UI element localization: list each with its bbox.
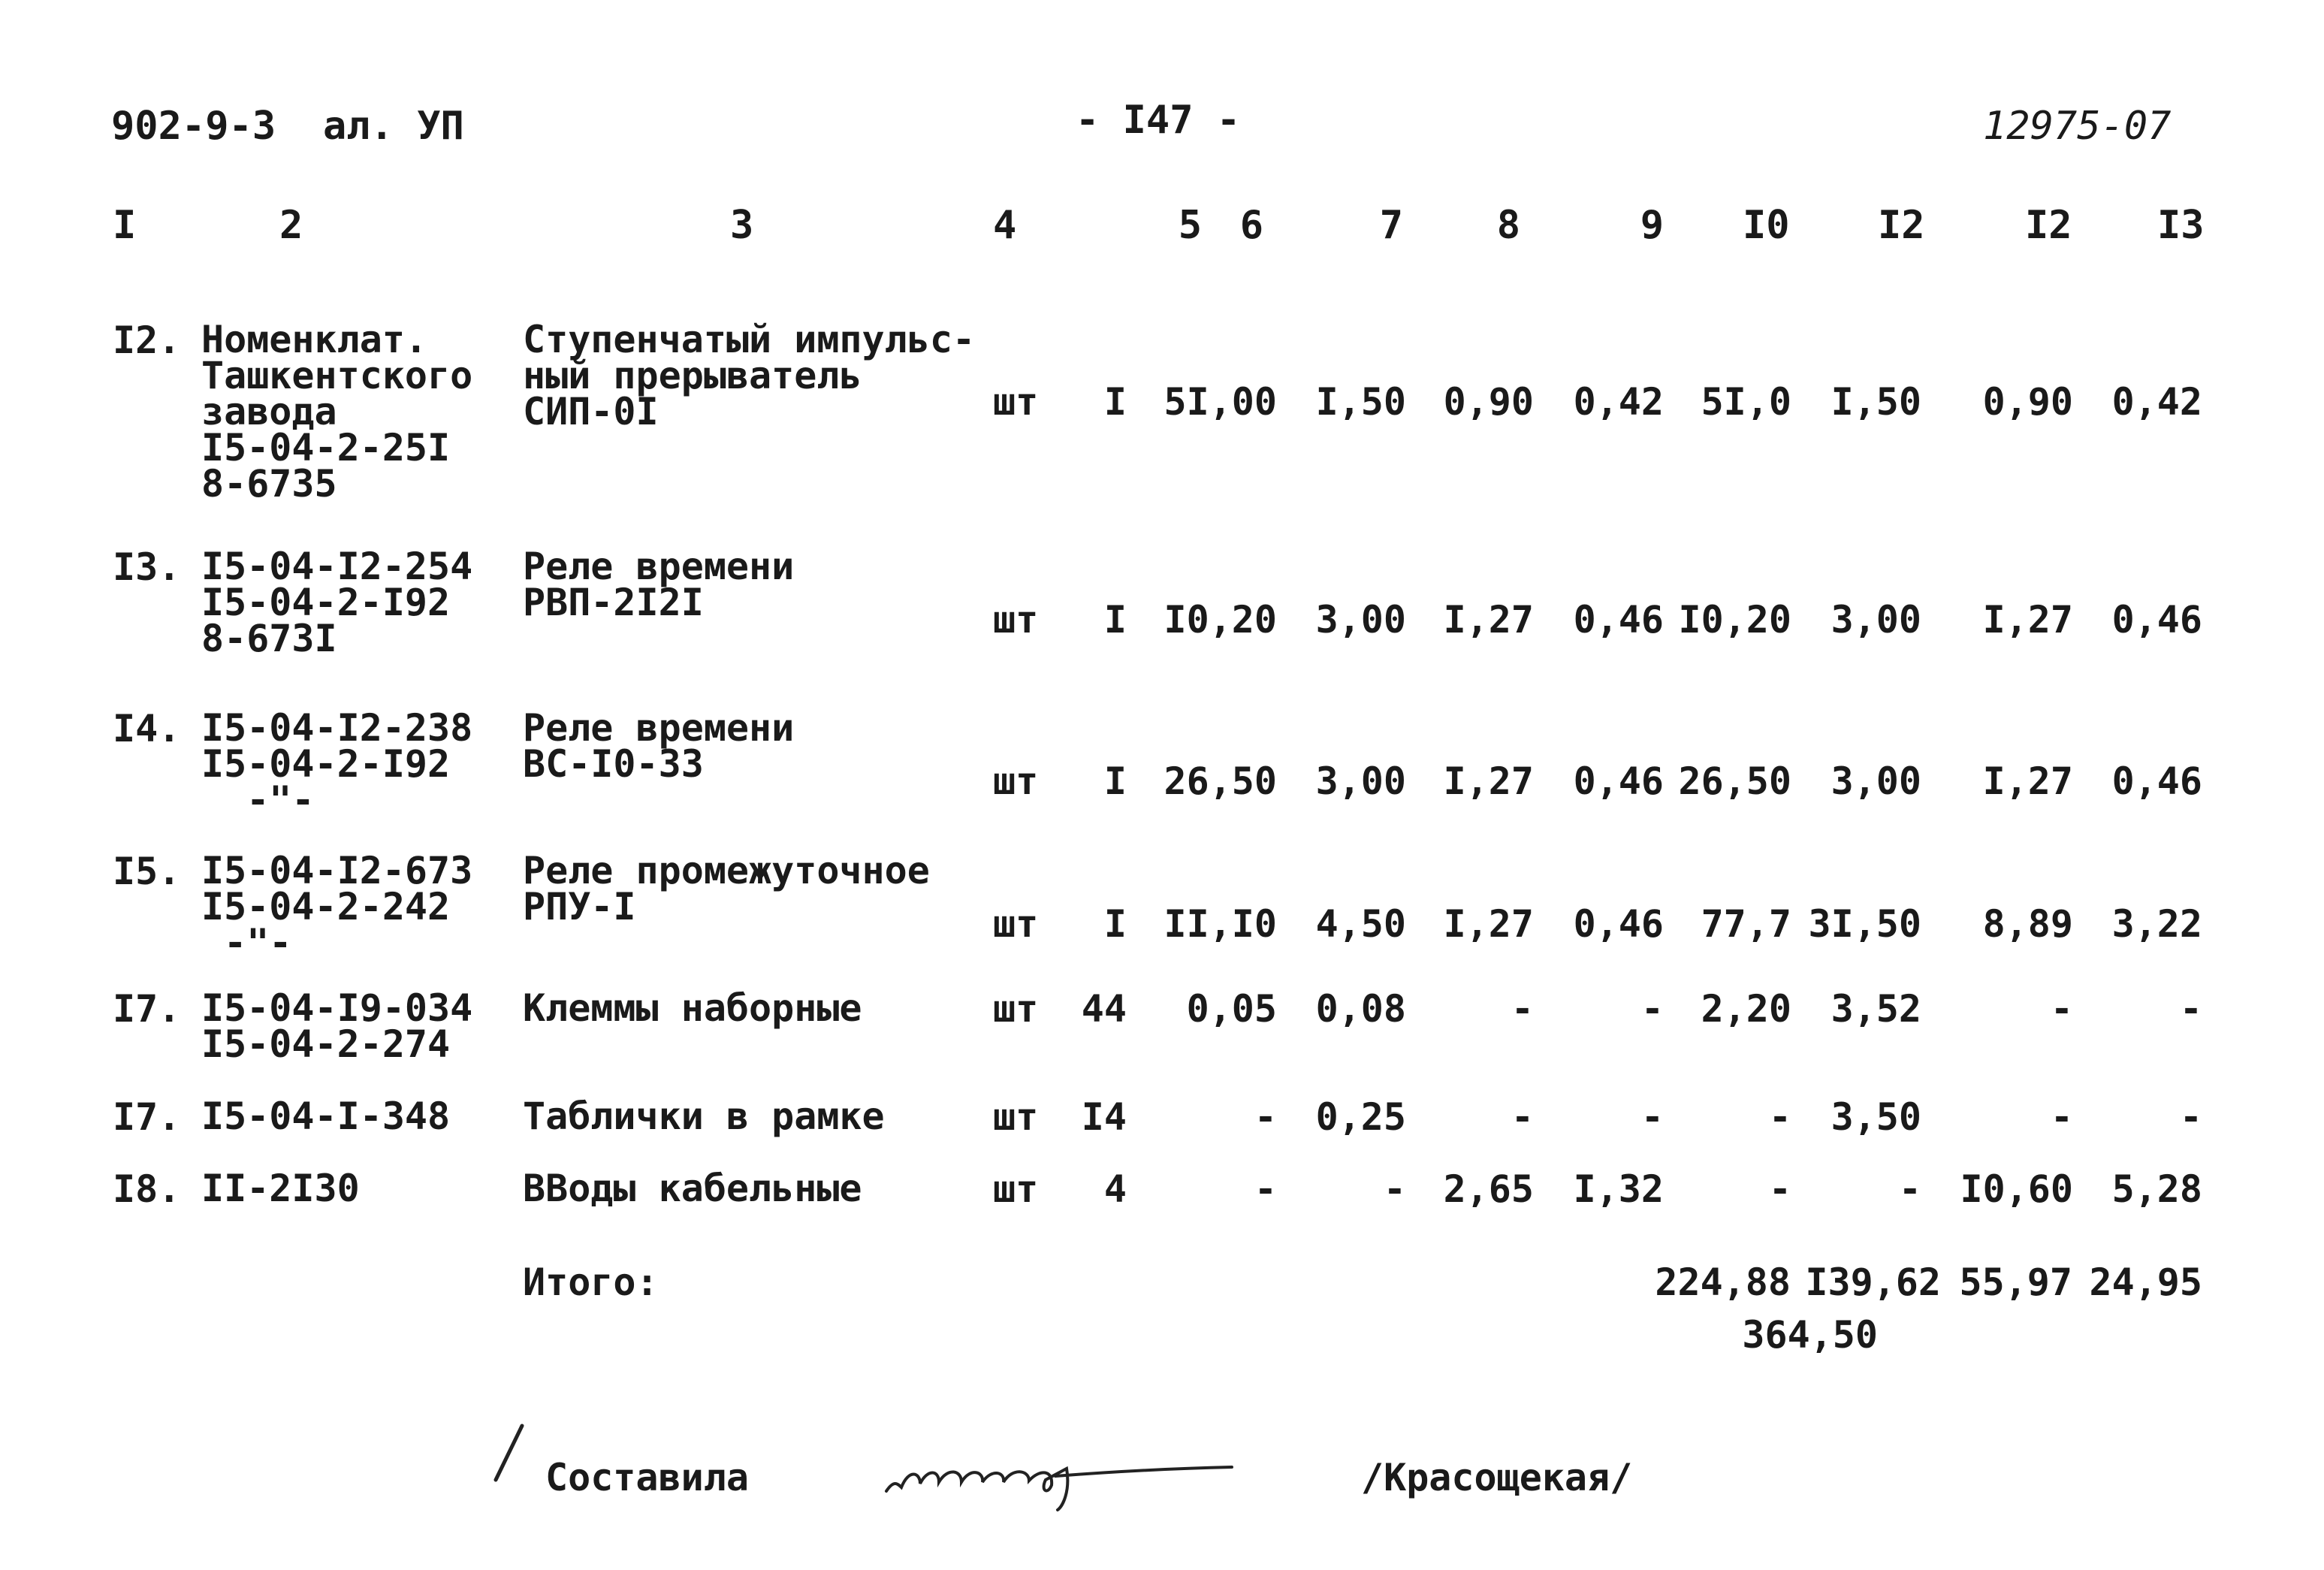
row-value-c8: I,27 [1443, 759, 1534, 803]
column-header: I2 [2025, 203, 2072, 248]
row-code: I5-04-I2-673 I5-04-2-242 -"- [201, 849, 473, 965]
row-value-c11: 3,52 [1831, 987, 1921, 1031]
row-value-c9: 0,46 [1573, 598, 1664, 642]
row-number: I2. [113, 319, 181, 362]
row-value-c12: I0,60 [1960, 1167, 2073, 1211]
row-value-c6: I0,20 [1164, 598, 1277, 642]
row-number: I7. [113, 987, 181, 1031]
row-unit: шт [993, 380, 1039, 424]
row-value-c10: I0,20 [1678, 598, 1791, 642]
total-col10: 224,88 [1655, 1261, 1791, 1304]
row-value-c10: - [1768, 1095, 1791, 1139]
row-value-c10: 77,7 [1701, 902, 1791, 946]
column-header: I0 [1743, 203, 1790, 248]
row-name: ВВоды кабельные [523, 1167, 862, 1210]
row-value-c6: - [1254, 1095, 1277, 1139]
row-value-qty: I [1103, 759, 1127, 803]
row-value-c8: 2,65 [1443, 1167, 1534, 1211]
row-value-qty: I4 [1081, 1095, 1127, 1139]
row-name: Реле времени РВП-2I2I [523, 545, 795, 624]
row-value-c12: I,27 [1982, 598, 2073, 642]
row-value-c8: 0,90 [1443, 380, 1534, 424]
row-value-c11: 3I,50 [1808, 902, 1921, 946]
row-value-c9: - [1640, 987, 1664, 1031]
column-header: 8 [1496, 203, 1520, 248]
row-value-qty: I [1103, 380, 1127, 424]
row-code: I5-04-I-348 [201, 1094, 451, 1138]
row-value-c13: 3,22 [2111, 902, 2202, 946]
row-value-c13: - [2179, 1095, 2202, 1139]
row-value-c13: 5,28 [2111, 1167, 2202, 1211]
row-value-c13: 0,46 [2111, 759, 2202, 803]
row-number: I8. [113, 1167, 181, 1211]
row-value-c12: - [2050, 987, 2073, 1031]
row-value-c11: 3,50 [1831, 1095, 1921, 1139]
row-unit: шт [993, 902, 1039, 946]
row-value-c9: I,32 [1573, 1167, 1664, 1211]
row-number: I4. [113, 707, 181, 750]
row-value-c7: - [1383, 1167, 1406, 1211]
row-value-c8: I,27 [1443, 598, 1534, 642]
row-value-c7: I,50 [1315, 380, 1406, 424]
row-number: I3. [113, 545, 181, 589]
sheet-label: ал. УП [323, 104, 464, 149]
row-value-c6: 5I,00 [1164, 380, 1277, 424]
row-code: I5-04-I9-034 I5-04-2-274 [201, 986, 473, 1066]
row-value-c6: - [1254, 1167, 1277, 1211]
column-header: 4 [993, 203, 1017, 248]
row-value-c9: 0,42 [1573, 380, 1664, 424]
page-number: - I47 - [1076, 98, 1241, 143]
row-value-qty: 4 [1103, 1167, 1127, 1211]
doc-code: 902-9-3 [111, 104, 276, 149]
column-header: I [113, 203, 137, 248]
total-col11: I39,62 [1805, 1261, 1941, 1304]
row-unit: шт [993, 1167, 1039, 1211]
column-header: I3 [2157, 203, 2205, 248]
row-value-qty: I [1103, 902, 1127, 946]
row-value-c10: - [1768, 1167, 1791, 1211]
row-value-c10: 2,20 [1701, 987, 1791, 1031]
row-value-qty: I [1103, 598, 1127, 642]
row-unit: шт [993, 759, 1039, 803]
doc-number: 12975-07 [1983, 104, 2172, 149]
row-value-c7: 4,50 [1315, 902, 1406, 946]
total-col13: 24,95 [2089, 1261, 2202, 1304]
signature [879, 1439, 1239, 1514]
row-name: Реле времени ВС-I0-33 [523, 706, 795, 786]
row-value-c11: 3,00 [1831, 598, 1921, 642]
row-value-c13: 0,46 [2111, 598, 2202, 642]
row-value-c12: I,27 [1982, 759, 2073, 803]
row-value-c7: 0,08 [1315, 987, 1406, 1031]
total-label: Итого: [523, 1261, 659, 1304]
row-value-c9: - [1640, 1095, 1664, 1139]
row-value-c7: 3,00 [1315, 598, 1406, 642]
row-value-c7: 3,00 [1315, 759, 1406, 803]
compiled-label: Составила [545, 1456, 749, 1499]
row-value-c8: - [1511, 1095, 1534, 1139]
row-number: I7. [113, 1095, 181, 1139]
column-header: 7 [1379, 203, 1403, 248]
compiler-name: /Красощекая/ [1361, 1456, 1633, 1499]
column-header: I2 [1878, 203, 1925, 248]
row-value-c13: - [2179, 987, 2202, 1031]
row-value-c10: 5I,0 [1701, 380, 1791, 424]
row-value-qty: 44 [1081, 987, 1127, 1031]
row-code: Номенклат. Ташкентского завода I5-04-2-25I 8-6735 [201, 318, 473, 506]
column-header: 9 [1640, 203, 1664, 248]
row-value-c11: - [1898, 1167, 1921, 1211]
row-value-c7: 0,25 [1315, 1095, 1406, 1139]
row-code: I5-04-I2-238 I5-04-2-I92 -"- [201, 706, 473, 822]
row-value-c10: 26,50 [1678, 759, 1791, 803]
total-sum: 364,50 [1742, 1313, 1878, 1357]
column-header: 2 [279, 203, 303, 248]
row-unit: шт [993, 987, 1039, 1031]
row-value-c12: 0,90 [1982, 380, 2073, 424]
row-value-c8: - [1511, 987, 1534, 1031]
row-value-c13: 0,42 [2111, 380, 2202, 424]
row-unit: шт [993, 1095, 1039, 1139]
row-value-c12: - [2050, 1095, 2073, 1139]
row-value-c8: I,27 [1443, 902, 1534, 946]
row-value-c11: I,50 [1831, 380, 1921, 424]
column-header: 5 [1178, 203, 1202, 248]
total-col12: 55,97 [1959, 1261, 2072, 1304]
slash-mark [488, 1420, 533, 1487]
row-number: I5. [113, 850, 181, 893]
row-value-c6: 26,50 [1164, 759, 1277, 803]
row-value-c6: II,I0 [1164, 902, 1277, 946]
row-code: I5-04-I2-254 I5-04-2-I92 8-673I [201, 545, 473, 660]
row-name: Таблички в рамке [523, 1094, 885, 1138]
row-name: Реле промежуточное РПУ-I [523, 849, 930, 928]
row-code: II-2I30 [201, 1167, 360, 1210]
row-value-c9: 0,46 [1573, 759, 1664, 803]
row-value-c11: 3,00 [1831, 759, 1921, 803]
row-unit: шт [993, 598, 1039, 642]
column-header: 6 [1239, 203, 1263, 248]
row-name: Клеммы наборные [523, 986, 862, 1030]
column-header: 3 [730, 203, 754, 248]
row-name: Ступенчатый импульс- ный прерыватель СИП-0I [523, 318, 976, 433]
row-value-c9: 0,46 [1573, 902, 1664, 946]
row-value-c12: 8,89 [1982, 902, 2073, 946]
row-value-c6: 0,05 [1186, 987, 1277, 1031]
